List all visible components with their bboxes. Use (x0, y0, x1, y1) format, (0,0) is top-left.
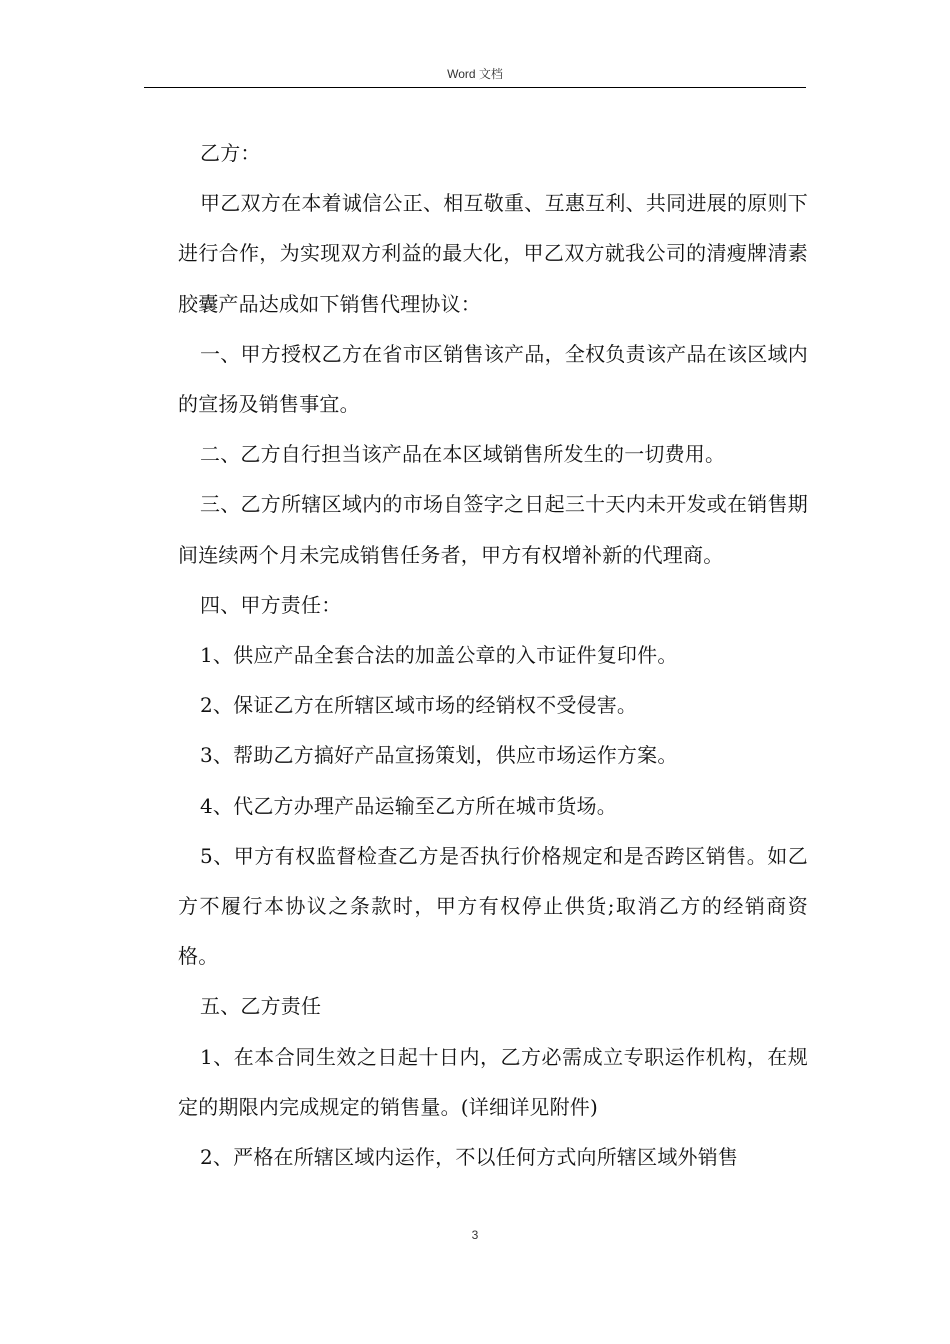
list-item: 4、代乙方办理产品运输至乙方所在城市货场。 (200, 793, 617, 818)
paragraph-party-b: 乙方： (200, 141, 261, 165)
list-item: 5、甲方有权监督检查乙方是否执行价格规定和是否跨区销售。如乙方不履行本协议之条款时，甲方有权停止供货;取消乙方的经销商资格。 (178, 843, 808, 969)
document-body (178, 128, 808, 1182)
list-item: 3、帮助乙方搞好产品宣扬策划，供应市场运作方案。 (200, 743, 678, 768)
paragraph-clause-3: 三、乙方所辖区域内的市场自签字之日起三十天内未开发或在销售期间连续两个月未完成销售任务者，甲方有权增补新的代理商。 (178, 492, 808, 567)
page-header: Word 文档 (447, 67, 503, 81)
paragraph-clause-2: 二、乙方自行担当该产品在本区域销售所发生的一切费用。 (200, 442, 726, 467)
paragraph-preamble: 甲乙双方在本着诚信公正、相互敬重、互惠互利、共同进展的原则下进行合作，为实现双方利益的最大化，甲乙双方就我公司的清瘦牌清素胶囊产品达成如下销售代理协议： (178, 191, 808, 316)
section-heading-party-a: 四、甲方责任： (200, 592, 342, 617)
list-item: 2、严格在所辖区域内运作，不以任何方式向所辖区域外销售 (200, 1145, 739, 1170)
header-divider (144, 87, 806, 88)
page-number: 3 (471, 1228, 479, 1242)
section-heading-party-b: 五、乙方责任 (200, 994, 322, 1019)
paragraph-clause-1: 一、甲方授权乙方在省市区销售该产品，全权负责该产品在该区域内的宣扬及销售事宜。 (178, 341, 808, 417)
list-item: 1、在本合同生效之日起十日内，乙方必需成立专职运作机构，在规定的期限内完成规定的销售量。(详细详见附件) (178, 1044, 808, 1119)
list-item: 1、供应产品全套合法的加盖公章的入市证件复印件。 (200, 643, 678, 668)
list-item: 2、保证乙方在所辖区域市场的经销权不受侵害。 (200, 693, 638, 718)
